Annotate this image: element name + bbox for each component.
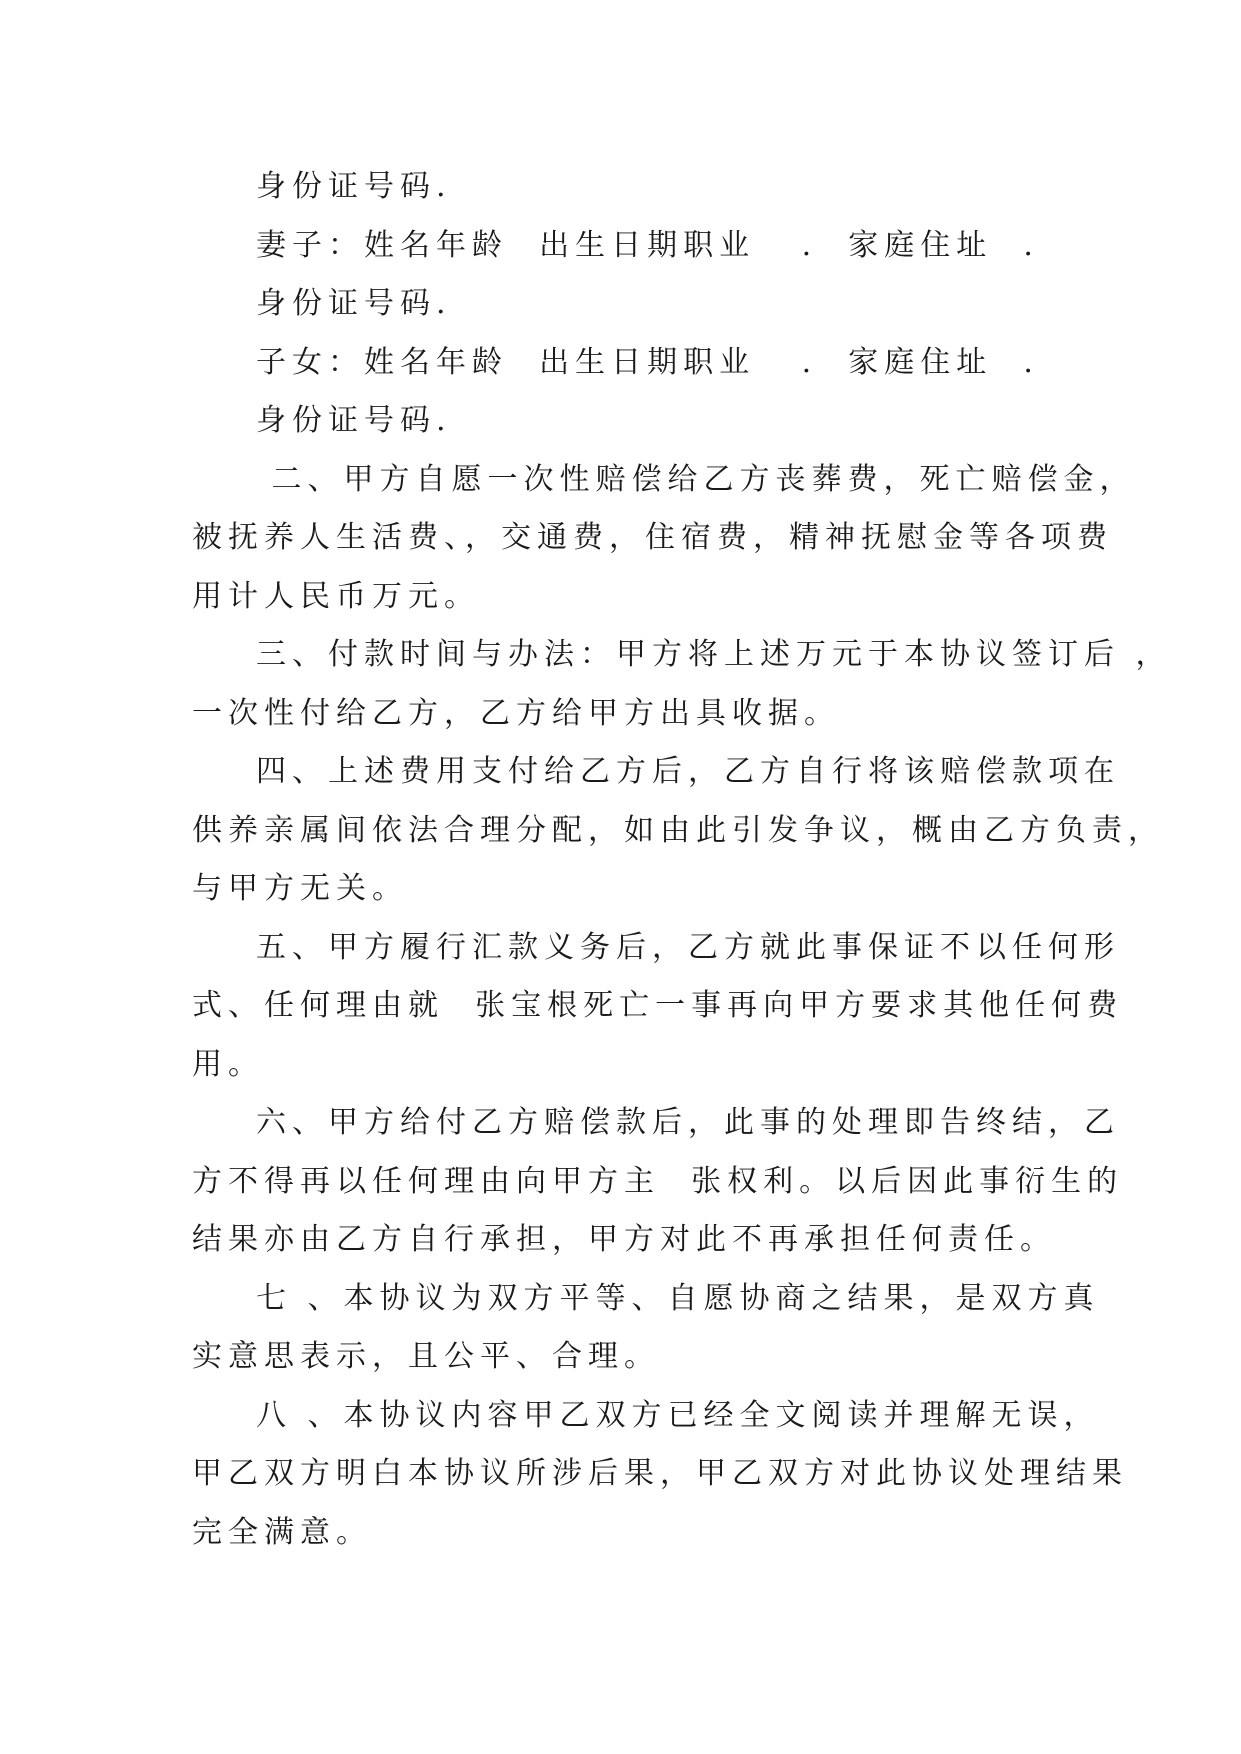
paragraph-line: 与甲方无关。 <box>192 871 408 906</box>
paragraph-line: 式、任何理由就 张宝根死亡一事再向甲方要求其他任何费 <box>192 988 1124 1023</box>
paragraph-line: 八 、本协议内容甲乙双方已经全文阅读并理解无误， <box>256 1397 1100 1433</box>
paragraph-line: 五、甲方履行汇款义务后，乙方就此事保证不以任何形 <box>256 929 1120 965</box>
paragraph-line: 方不得再以任何理由向甲方主 张权利。以后因此事衍生的 <box>192 1163 1124 1199</box>
clause-3 <box>192 626 1172 743</box>
clause-6 <box>192 1094 1124 1270</box>
paragraph-line: 完全满意。 <box>192 1514 372 1550</box>
paragraph-line: 七 、本协议为双方平等、自愿协商之结果，是双方真 <box>256 1280 1100 1316</box>
paragraph-line: 供养亲属间依法合理分配，如由此引发争议，概由乙方负责， <box>192 812 1164 848</box>
children-info-line: 子女：姓名年龄 出生日期职业 . 家庭住址 . <box>256 344 1039 380</box>
paragraph-line: 二、甲方自愿一次性赔偿给乙方丧葬费，死亡赔偿金， <box>256 461 1136 497</box>
paragraph-line: 用。 <box>192 1046 264 1082</box>
paragraph-line: 甲乙双方明白本协议所涉后果，甲乙双方对此协议处理结果 <box>192 1456 1128 1491</box>
paragraph-line: 六、甲方给付乙方赔偿款后，此事的处理即告终结，乙 <box>256 1105 1120 1140</box>
id-number-line: 身份证号码. <box>256 286 452 321</box>
paragraph-line: 三、付款时间与办法：甲方将上述万元于本协议签订后 ， <box>256 637 1172 672</box>
wife-info-line: 妻子：姓名年龄 出生日期职业 . 家庭住址 . <box>256 227 1039 263</box>
paragraph-line: 结果亦由乙方自行承担，甲方对此不再承担任何责任。 <box>192 1222 1056 1257</box>
paragraph-line: 一次性付给乙方，乙方给甲方出具收据。 <box>192 695 840 731</box>
document-body <box>192 158 1172 1562</box>
clause-4 <box>192 743 1164 919</box>
clause-8 <box>192 1387 1128 1563</box>
id-number-line: 身份证号码. <box>256 403 452 438</box>
paragraph-line: 用计人民币万元。 <box>192 578 480 614</box>
paragraph-line: 实意思表示，且公平、合理。 <box>192 1339 660 1374</box>
id-number-line: 身份证号码. <box>256 169 452 204</box>
clause-2 <box>192 451 1136 627</box>
paragraph-line: 被抚养人生活费、，交通费，住宿费，精神抚慰金等各项费 <box>192 520 1113 555</box>
clause-5 <box>192 919 1124 1095</box>
paragraph-line: 四、上述费用支付给乙方后，乙方自行将该赔偿款项在 <box>256 754 1120 789</box>
clause-7 <box>192 1270 1100 1387</box>
